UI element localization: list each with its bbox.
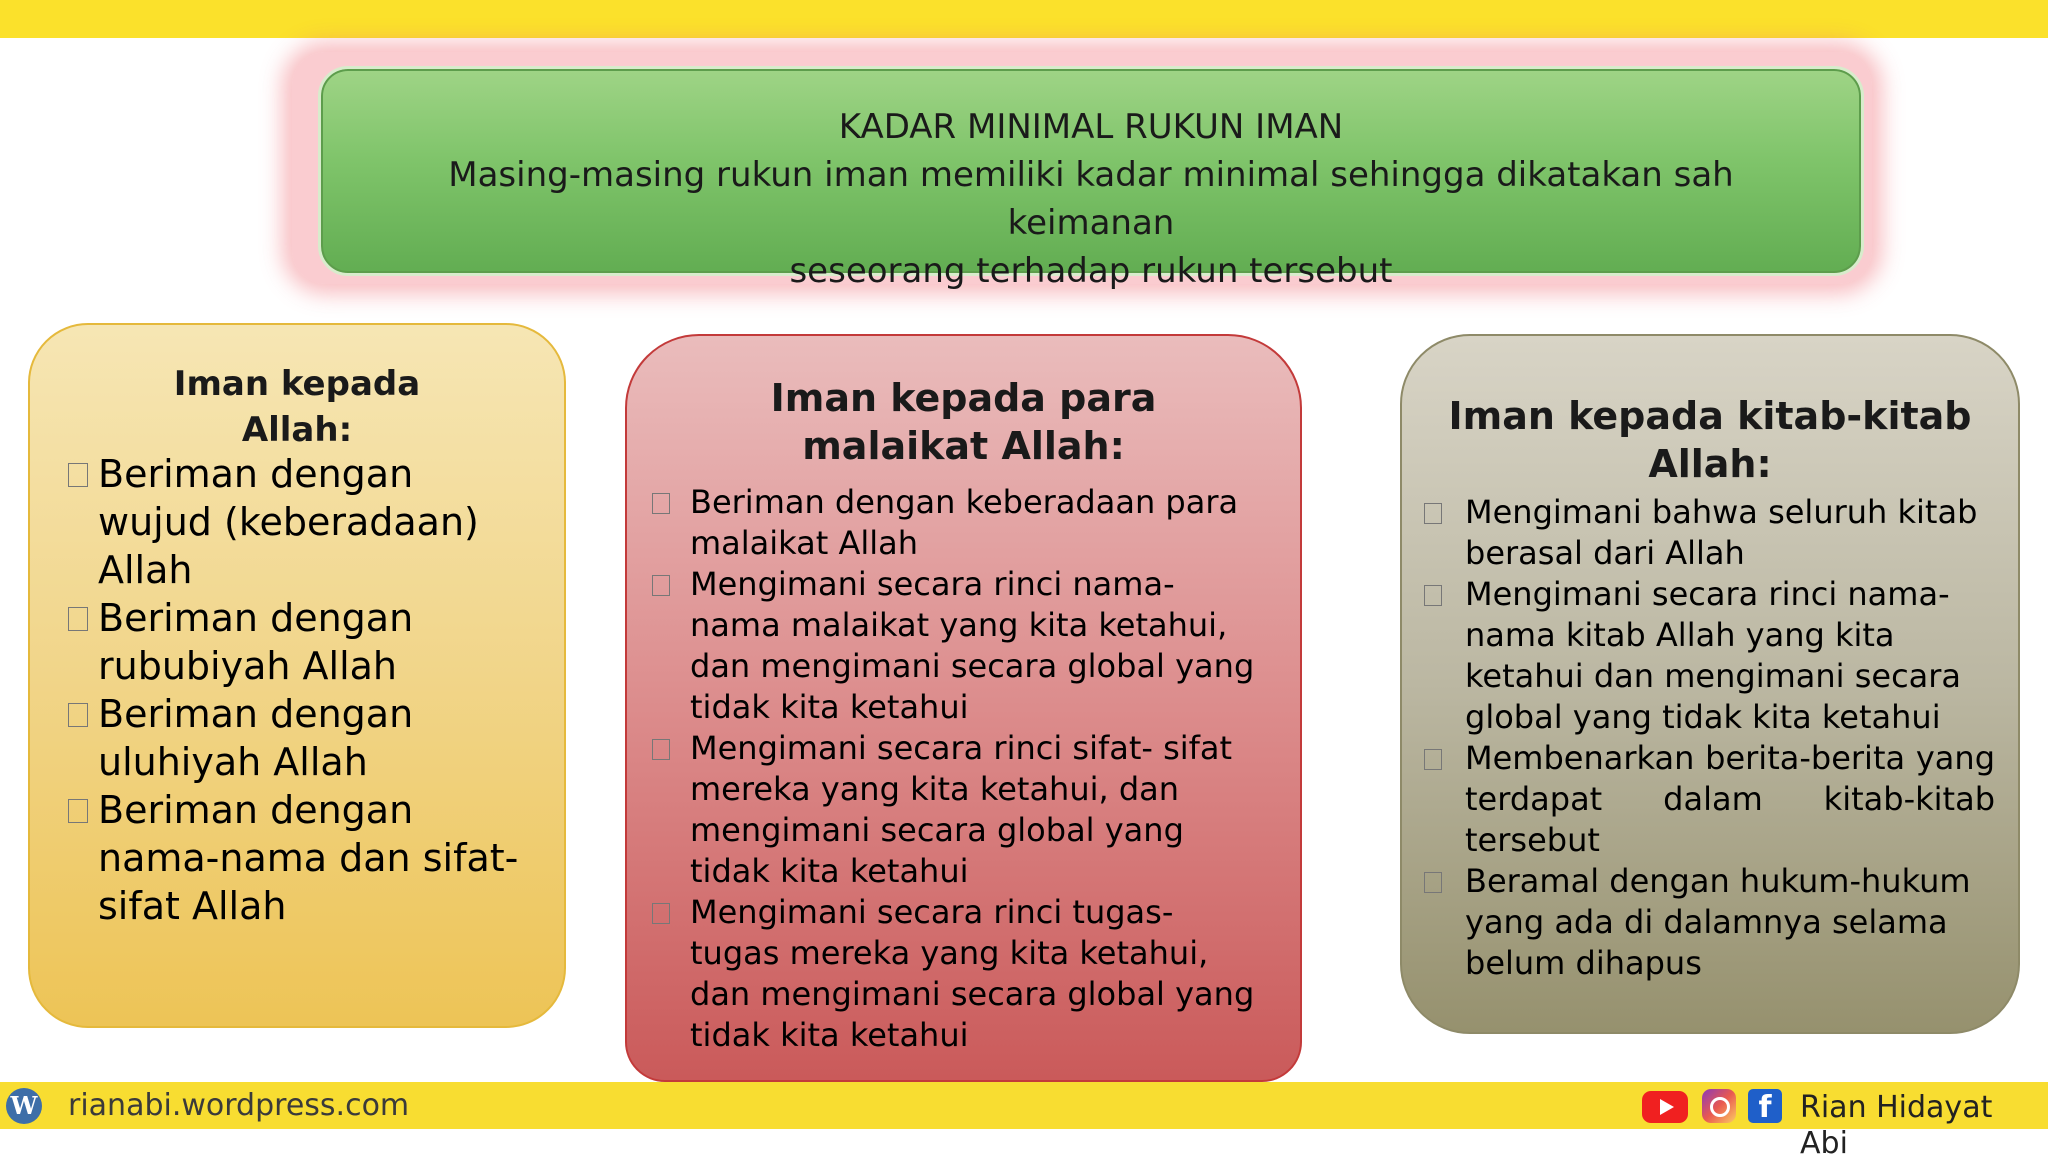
header-subtitle — [361, 151, 1821, 295]
wordpress-icon[interactable]: W — [6, 1088, 42, 1124]
list-item-text: Beramal dengan hukum-hukum yang ada di dalamnya selama belum dihapus — [1465, 862, 1971, 982]
checkbox-bullet-icon — [1424, 585, 1442, 606]
card-title — [1402, 392, 2018, 488]
list-iman-malaikat — [648, 482, 1258, 1056]
list-item-text: Beriman dengan rububiyah Allah — [98, 596, 414, 688]
list-item-text: Beriman dengan wujud (keberadaan) Allah — [98, 452, 479, 592]
list-iman-allah — [50, 450, 530, 930]
card-title-line1: Iman kepada — [173, 364, 421, 404]
checkbox-bullet-icon — [652, 575, 670, 596]
list-item — [648, 564, 1258, 728]
list-item — [648, 728, 1258, 892]
card-title-line1: Iman kepada kitab-kitab — [1448, 394, 1972, 438]
header-subtitle-line1: Masing-masing rukun iman memiliki kadar minimal sehingga dikatakan sah keimanan — [448, 155, 1734, 243]
card-title-line2: Allah: — [241, 410, 353, 450]
list-item — [1420, 861, 1995, 984]
author-name: Rian Hidayat Abi — [1800, 1090, 1993, 1161]
list-item — [1420, 738, 1995, 861]
checkbox-bullet-icon — [68, 799, 88, 823]
list-item-text: Mengimani secara rinci nama- nama malaikat yang kita ketahui, dan mengimani secara global yang tidak kita ketahui — [690, 565, 1255, 726]
card-title-line2: malaikat Allah: — [802, 424, 1125, 468]
list-item — [648, 482, 1258, 564]
list-item-text: Mengimani secara rinci sifat- sifat mereka yang kita ketahui, dan mengimani secara global yang tidak kita ketahui — [690, 729, 1233, 890]
checkbox-bullet-icon — [1424, 503, 1442, 524]
list-item-text: Beriman dengan uluhiyah Allah — [98, 692, 414, 784]
card-title — [30, 361, 564, 453]
card-title-line2: Allah: — [1648, 442, 1772, 486]
facebook-icon[interactable]: f — [1748, 1089, 1782, 1123]
header-subtitle-line2: seseorang terhadap rukun tersebut — [789, 251, 1393, 291]
list-item — [648, 892, 1258, 1056]
list-item-text: Beriman dengan nama-nama dan sifat-sifat Allah — [98, 788, 519, 928]
checkbox-bullet-icon — [68, 703, 88, 727]
youtube-icon[interactable] — [1642, 1091, 1688, 1123]
top-accent-bar — [0, 0, 2048, 38]
checkbox-bullet-icon — [652, 903, 670, 924]
instagram-icon[interactable] — [1702, 1089, 1736, 1123]
checkbox-bullet-icon — [652, 493, 670, 514]
site-url-link[interactable]: rianabi.wordpress.com — [68, 1088, 410, 1123]
card-title — [627, 374, 1300, 470]
checkbox-bullet-icon — [1424, 749, 1442, 770]
list-item-text: Membenarkan berita-berita yang terdapat dalam kitab-kitab tersebut — [1465, 739, 1995, 859]
list-item — [50, 786, 530, 930]
header-title: KADAR MINIMAL RUKUN IMAN — [838, 107, 1344, 147]
list-item — [1420, 574, 1995, 738]
list-item-text: Mengimani bahwa seluruh kitab berasal dari Allah — [1465, 493, 1978, 572]
list-item-text: Beriman dengan keberadaan para malaikat Allah — [690, 483, 1239, 562]
card-title-line1: Iman kepada para — [770, 376, 1157, 420]
list-item — [1420, 492, 1995, 574]
checkbox-bullet-icon — [68, 463, 88, 487]
list-item — [50, 690, 530, 786]
checkbox-bullet-icon — [68, 607, 88, 631]
checkbox-bullet-icon — [1424, 872, 1442, 893]
list-iman-kitab — [1420, 492, 1995, 984]
header-banner — [318, 66, 1864, 291]
list-item-text: Mengimani secara rinci nama-nama kitab Allah yang kita ketahui dan mengimani secara global yang tidak kita ketahui — [1465, 575, 1962, 736]
checkbox-bullet-icon — [652, 739, 670, 760]
list-item — [50, 450, 530, 594]
list-item — [50, 594, 530, 690]
list-item-text: Mengimani secara rinci tugas- tugas mereka yang kita ketahui, dan mengimani secara global yang tidak kita ketahui — [690, 893, 1255, 1054]
